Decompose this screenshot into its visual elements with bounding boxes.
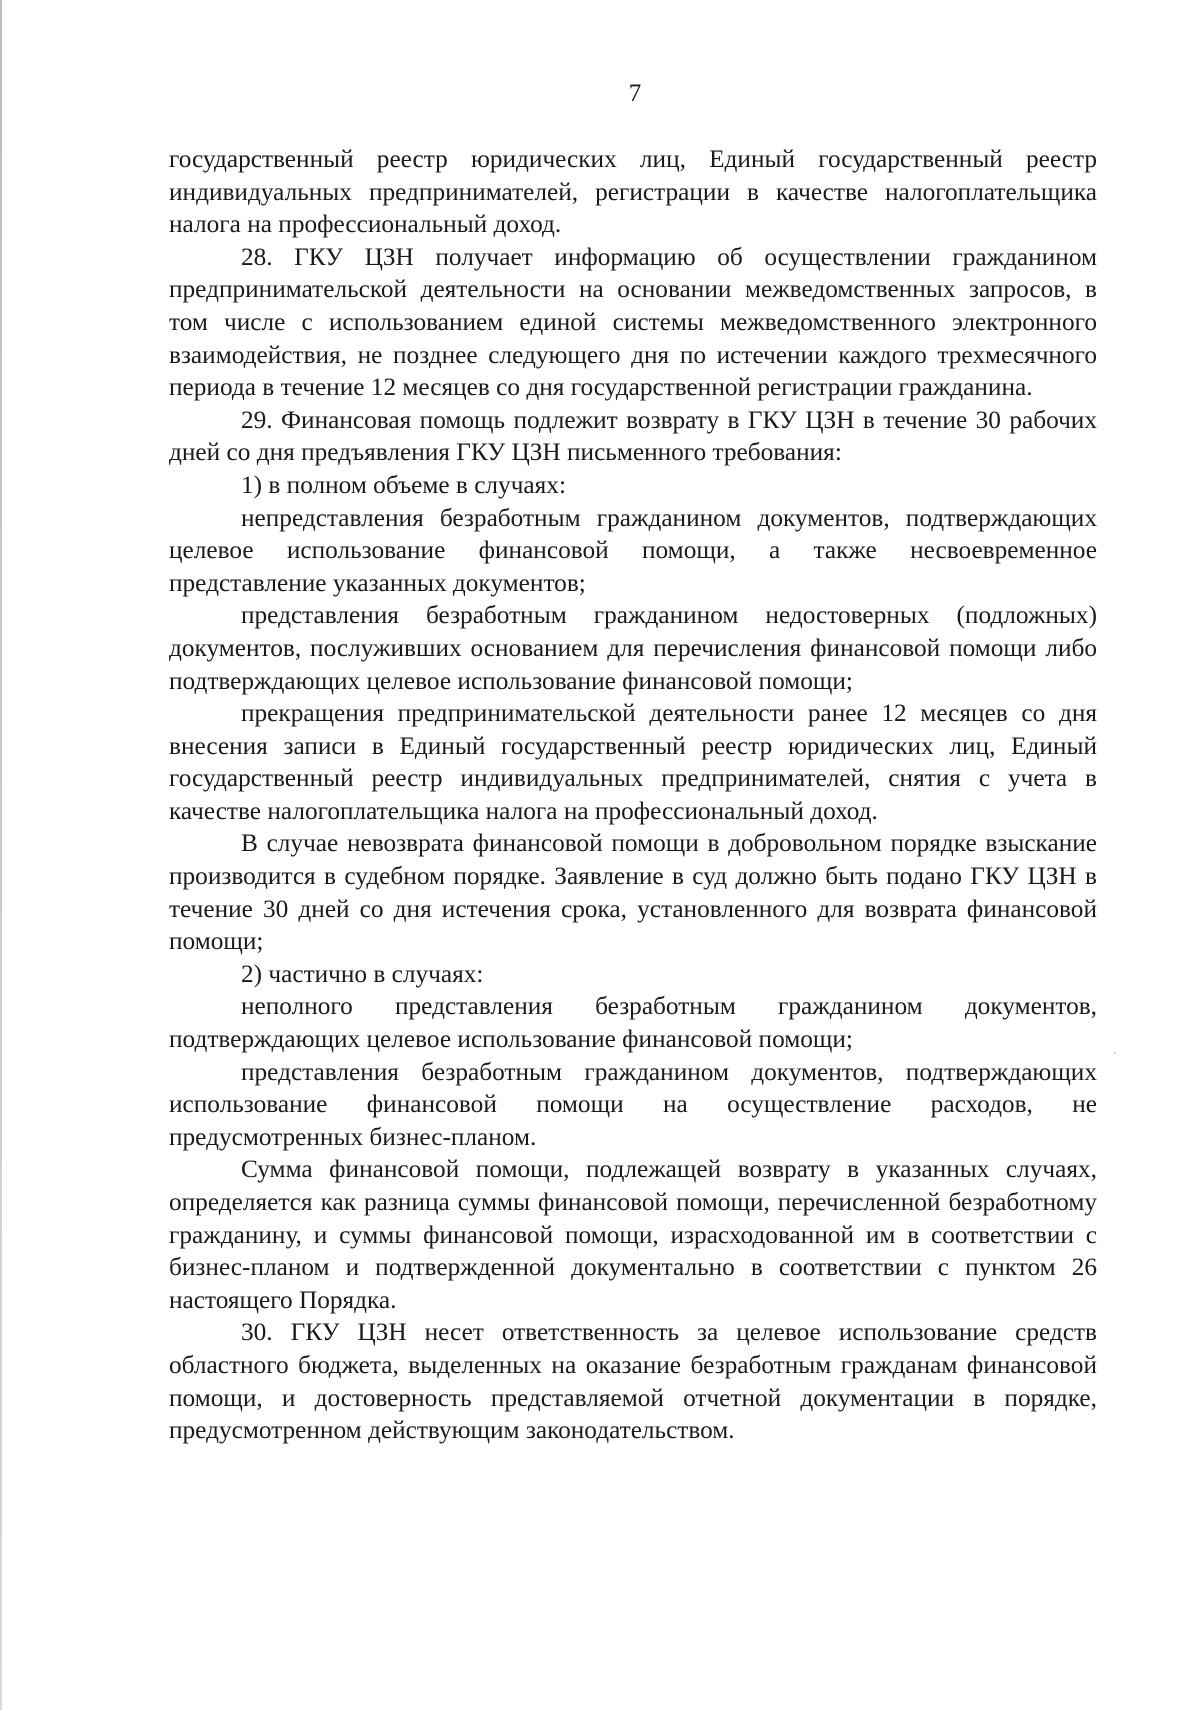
scan-edge-line <box>0 0 2 1710</box>
paragraph-item-28: 28. ГКУ ЦЗН получает информацию об осуществлении гражданином предпринимательской деятельности на основании межведомственных запросов, в том числе с использованием единой системы межведомственного электронного взаимодействия, не позднее следующего дня по истечении каждого трехмесячного периода в течение 12 месяцев со дня государственной регистрации гражданина. <box>169 242 1097 402</box>
case-false-documents: представления безработным гражданином недостоверных (подложных) документов, послуживших основанием для перечисления финансовой помощи либо подтверждающих целевое использование финансовой помощи; <box>169 601 1097 695</box>
paragraph-continuation: государственный реестр юридических лиц, Единый государственный реестр индивидуальных предпринимателей, регистрации в качестве налогоплательщика налога на профессиональный доход. <box>169 145 1097 239</box>
case-unplanned-expenses: представления безработным гражданином документов, подтверждающих использование финансовой помощи на осуществление расходов, не предусмотренных бизнес-планом. <box>169 1057 1097 1151</box>
paragraph-item-29: 29. Финансовая помощь подлежит возврату в ГКУ ЦЗН в течение 30 рабочих дней со дня предъявления ГКУ ЦЗН письменного требования: <box>169 405 1097 467</box>
paragraph-refund-amount: Сумма финансовой помощи, подлежащей возврату в указанных случаях, определяется как разница суммы финансовой помощи, перечисленной безработному гражданину, и суммы финансовой помощи, израсходованной им в соответствии с бизнес-планом и подтвержденной документально в соответствии с пунктом 26 настоящего Порядка. <box>169 1155 1097 1314</box>
page-number: 7 <box>628 80 642 107</box>
case-incomplete-submission: неполного представления безработным гражданином документов, подтверждающих целевое использование финансовой помощи; <box>169 992 1097 1054</box>
document-body <box>169 143 1097 1447</box>
subitem-2-heading: 2) частично в случаях: <box>241 959 484 988</box>
subitem-1-heading: 1) в полном объеме в случаях: <box>241 470 566 499</box>
scan-speck <box>1114 1052 1116 1054</box>
paragraph-court-recovery: В случае невозврата финансовой помощи в добровольном порядке взыскание производится в судебном порядке. Заявление в суд должно быть подано ГКУ ЦЗН в течение 30 дней со дня истечения срока, установленного для возврата финансовой помощи; <box>169 829 1097 956</box>
case-termination: прекращения предпринимательской деятельности ранее 12 месяцев со дня внесения записи в Единый государственный реестр юридических лиц, Единый государственный реестр индивидуальных предпринимателей, снятия с учета в качестве налогоплательщика налога на профессиональный доход. <box>169 699 1097 825</box>
paragraph-item-30: 30. ГКУ ЦЗН несет ответственность за целевое использование средств областного бюджета, выделенных на оказание безработным гражданам финансовой помощи, и достоверность представляемой отчетной документации в порядке, предусмотренном действующим законодательством. <box>169 1318 1097 1445</box>
case-nonsubmission: непредставления безработным гражданином документов, подтверждающих целевое использование финансовой помощи, а также несвоевременное представление указанных документов; <box>169 503 1097 597</box>
